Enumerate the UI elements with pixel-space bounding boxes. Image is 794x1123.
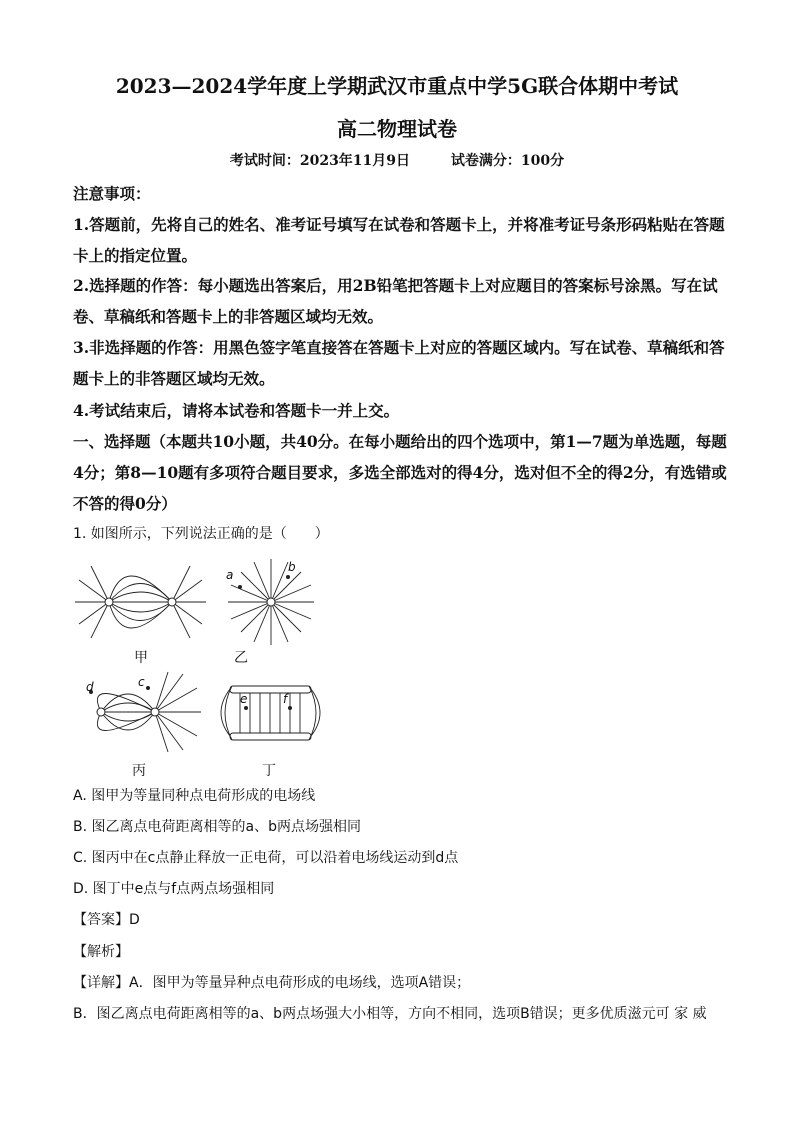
answer-line: [73, 909, 140, 929]
question-stem: 1. 如图所示，下列说法正确的是（ ）: [73, 526, 329, 542]
option-a: A. 图甲为等量同种点电荷形成的电场线: [73, 788, 316, 804]
detail-line-b: B．图乙离点电荷距离相等的a、b两点场强大小相等，方向不相同，选项B错误；更多优质滋元可 家 威: [73, 1006, 707, 1022]
point-label-c: c: [138, 675, 145, 689]
note-item: 1.答题前，先将自己的姓名、准考证号填写在试卷和答题卡上，并将准考证号条形码粘贴在答题卡上的指定位置。: [73, 215, 725, 265]
figure-label-ding: 丁: [262, 763, 276, 779]
detail-a-text: A．图甲为等量异种点电荷形成的电场线，选项A错误；: [129, 975, 471, 991]
note-item: 3.非选择题的作答：用黑色签字笔直接答在答题卡上对应的答题区域内。写在试卷、草稿纸和答题卡上的非答题区域均无效。: [73, 338, 725, 388]
figure-label-yi: 乙: [234, 650, 248, 666]
detail-line-a: [73, 972, 470, 992]
full-score: 试卷满分：100分: [450, 153, 565, 169]
note-item: 2.选择题的作答：每小题选出答案后，用2B铅笔把答题卡上对应题目的答案标号涂黑。写在试卷、草稿纸和答题卡上的非答题区域均无效。: [73, 276, 718, 326]
option-b: B. 图乙离点电荷距离相等的a、b两点场强相同: [73, 819, 361, 835]
section-heading: 一、选择题（本题共10小题，共40分。在每小题给出的四个选项中，第1—7题为单选题，每题4分；第8—10题有多项符合题目要求，多选全部选对的得4分，选对但不全的得2分，有选错或不答的得0分）: [73, 432, 727, 513]
figure-ding-field-lines: [218, 672, 323, 757]
option-d: D. 图丁中e点与f点两点场强相同: [73, 881, 275, 897]
exam-title: 2023—2024学年度上学期武汉市重点中学5G联合体期中考试: [115, 74, 679, 98]
exam-subtitle: 高二物理试卷: [337, 117, 457, 141]
figure-yi-field-lines: [226, 557, 316, 647]
point-label-e: e: [240, 692, 248, 706]
point-label-b: b: [288, 560, 296, 574]
point-label-d: d: [86, 680, 94, 694]
point-label-a: a: [226, 568, 234, 582]
figure-label-jia: 甲: [134, 650, 148, 666]
point-label-f: f: [283, 692, 288, 706]
figure-jia-field-lines: [73, 560, 208, 645]
detail-label: 【详解】: [73, 975, 129, 991]
answer-value: D: [129, 912, 140, 928]
exam-meta: [0, 150, 794, 170]
note-item: 4.考试结束后，请将本试卷和答题卡一并上交。: [73, 401, 400, 420]
answer-label: 【答案】: [73, 912, 129, 928]
option-c: C. 图丙中在c点静止释放一正电荷，可以沿着电场线运动到d点: [73, 850, 459, 866]
exam-time: 考试时间：2023年11月9日: [229, 153, 411, 169]
notes-heading: 注意事项：: [73, 184, 151, 203]
figure-label-bing: 丙: [132, 763, 146, 779]
analysis-label: 【解析】: [73, 944, 129, 960]
